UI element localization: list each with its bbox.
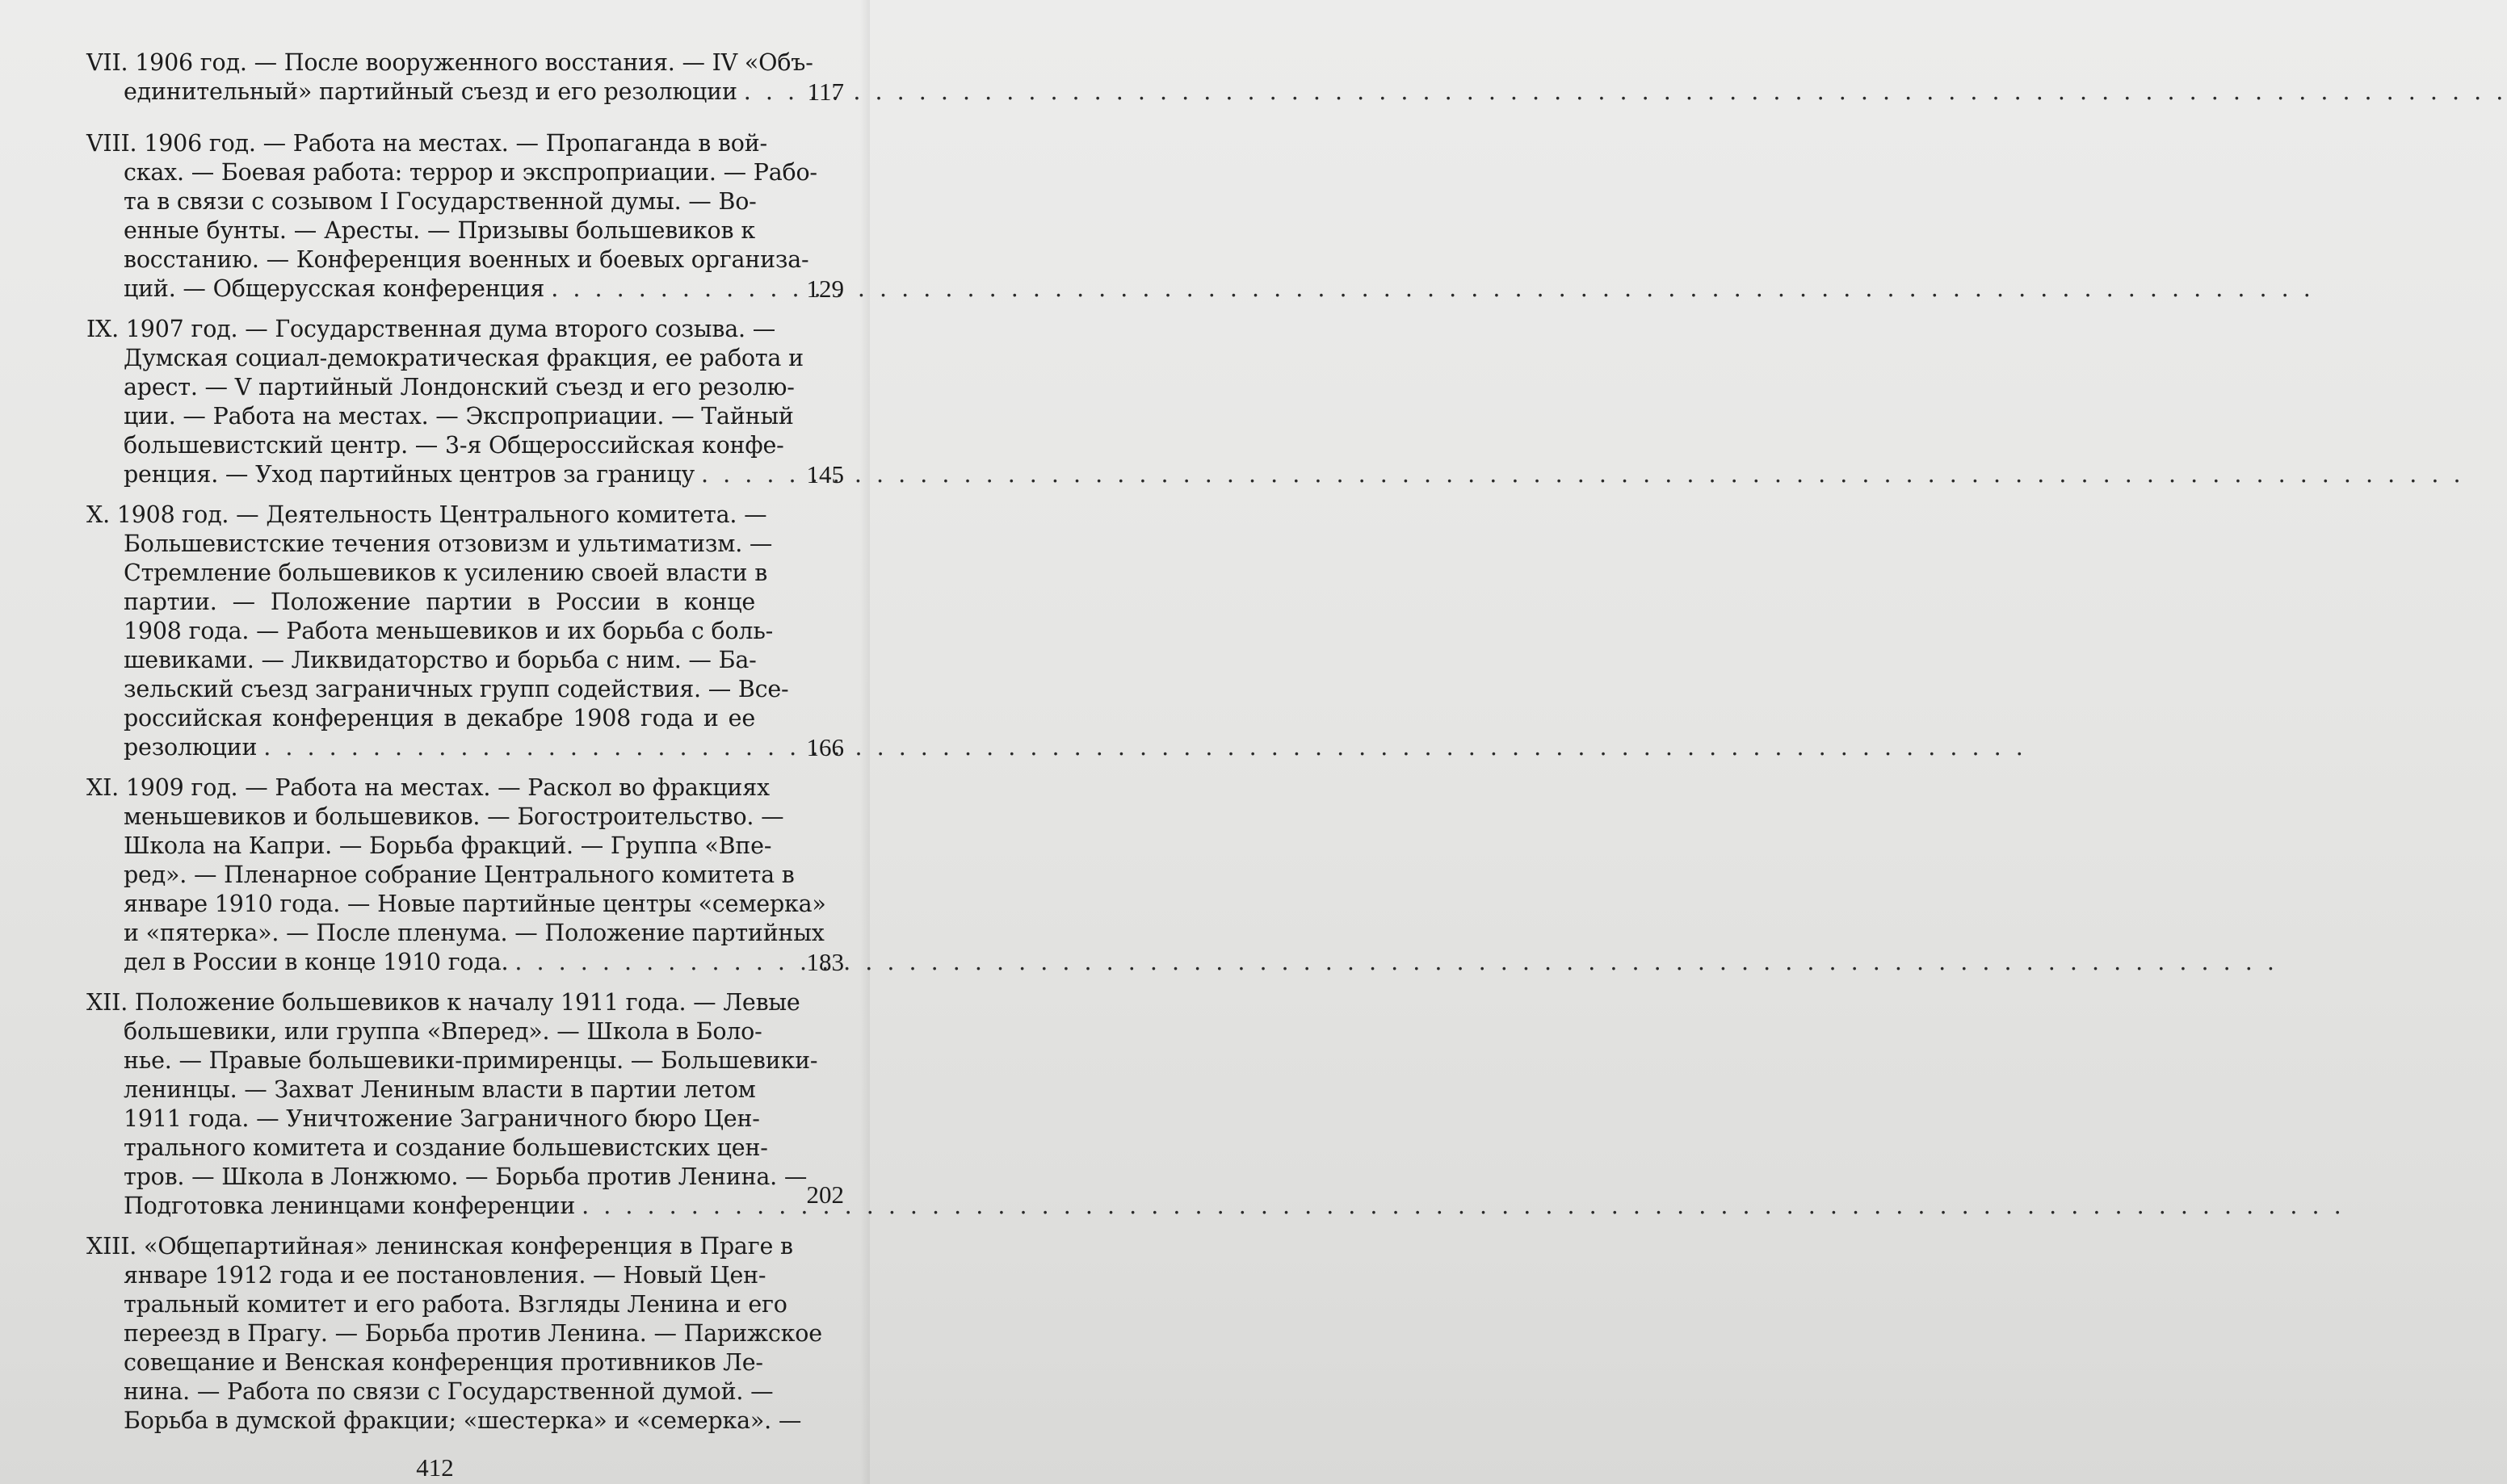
- toc-entry-viii-line-1: VIII. 1906 год. — Работа на местах. — Пропаганда в вой-: [86, 130, 767, 157]
- toc-entry-vii-line-2: [124, 78, 794, 107]
- toc-entry-viii-page: 129: [806, 275, 844, 303]
- toc-entry-text: ций. — Общерусская конференция: [124, 275, 545, 302]
- toc-entry-xi-line-2: меньшевиков и большевиков. — Богостроительство. —: [124, 803, 784, 830]
- toc-entry-xii-page: 202: [806, 1180, 844, 1209]
- toc-entry-xii-line-4: ленинцы. — Захват Лениным власти в партии летом: [124, 1076, 756, 1103]
- toc-entry-xii-line-8: [124, 1192, 794, 1221]
- toc-entry-x-line-4: партии. — Положение партии в России в конце: [124, 589, 755, 615]
- toc-entry-viii-line-5: восстанию. — Конференция военных и боевых организа-: [124, 246, 809, 273]
- toc-entry-xii-line-1: XII. Положение большевиков к началу 1911 года. — Левые: [86, 989, 800, 1016]
- toc-entry-xii-line-2: большевики, или группа «Вперед». — Школа в Боло-: [124, 1018, 762, 1045]
- toc-entry-viii-line-6: [124, 275, 794, 304]
- toc-entry-text: ренция. — Уход партийных центров за границу: [124, 461, 695, 488]
- toc-entry-ix-line-6: [124, 460, 794, 489]
- toc-entry-ix-page: 145: [806, 460, 844, 488]
- toc-entry-xiii-line-4: переезд в Прагу. — Борьба против Ленина. — Парижское: [124, 1320, 822, 1347]
- toc-entry-text: Подготовка ленинцами конференции: [124, 1193, 576, 1219]
- toc-entry-x-line-5: 1908 года. — Работа меньшевиков и их борьба с боль-: [124, 618, 774, 644]
- dot-leader: [701, 460, 2464, 489]
- toc-entry-xiii-line-7: Борьба в думской фракции; «шестерка» и «семерка». —: [124, 1407, 802, 1434]
- toc-entry-xii-line-3: нье. — Правые большевики-примиренцы. — Большевики-: [124, 1047, 818, 1074]
- toc-entry-xi-page: 183: [806, 948, 844, 976]
- toc-entry-xi-line-1: XI. 1909 год. — Работа на местах. — Раскол во фракциях: [86, 774, 770, 801]
- toc-entry-text: резолюции: [124, 734, 258, 761]
- toc-entry-x-line-2: Большевистские течения отзовизм и ультиматизм. —: [124, 530, 773, 557]
- toc-entry-viii-line-3: та в связи с созывом I Государственной думы. — Во-: [124, 188, 757, 215]
- toc-entry-xi-line-3: Школа на Капри. — Борьба фракций. — Группа «Впе-: [124, 832, 772, 859]
- toc-entry-viii-line-2: сках. — Боевая работа: террор и экспроприации. — Рабо-: [124, 159, 817, 186]
- toc-entry-xiii-line-2: январе 1912 года и ее постановления. — Новый Цен-: [124, 1262, 766, 1289]
- toc-entry-x-line-8: российская конференция в декабре 1908 года и ее: [124, 705, 755, 732]
- toc-entry-text: дел в России в конце 1910 года.: [124, 949, 509, 975]
- toc-entry-xi-line-6: и «пятерка». — После пленума. — Положение партийных: [124, 920, 825, 946]
- toc-entry-text: единительный» партийный съезд и его резолюции: [124, 78, 737, 105]
- toc-entry-x-line-9: [124, 733, 794, 762]
- toc-entry-xi-line-7: [124, 948, 794, 977]
- toc-entry-ix-line-2: Думская социал-демократическая фракция, ее работа и: [124, 345, 804, 371]
- toc-entry-ix-line-3: арест. — V партийный Лондонский съезд и его резолю-: [124, 374, 795, 400]
- toc-entry-x-line-3: Стремление большевиков к усилению своей власти в: [124, 560, 768, 586]
- toc-entry-ix-line-1: IX. 1907 год. — Государственная дума второго созыва. —: [86, 316, 776, 342]
- dot-leader: [514, 948, 2278, 977]
- toc-entry-xiii-line-3: тральный комитет и его работа. Взгляды Ленина и его: [124, 1291, 787, 1318]
- dot-leader: [582, 1192, 2345, 1221]
- page-number: 412: [416, 1453, 454, 1482]
- toc-entry-xii-line-7: тров. — Школа в Лонжюмо. — Борьба против Ленина. —: [124, 1163, 808, 1190]
- toc-entry-xii-line-5: 1911 года. — Уничтожение Заграничного бюро Цен-: [124, 1105, 760, 1132]
- toc-entry-viii-line-4: енные бунты. — Аресты. — Призывы большевиков к: [124, 217, 755, 244]
- toc-entry-x-line-1: X. 1908 год. — Деятельность Центрального комитета. —: [86, 501, 767, 528]
- dot-leader: [744, 78, 2507, 107]
- toc-entry-ix-line-4: ции. — Работа на местах. — Экспроприации. — Тайный: [124, 403, 794, 430]
- table-of-contents: [0, 0, 870, 1484]
- dot-leader: [263, 733, 2026, 762]
- toc-entry-x-page: 166: [806, 733, 844, 761]
- toc-entry-xii-line-6: трального комитета и создание большевистских цен-: [124, 1134, 768, 1161]
- toc-entry-xiii-line-6: нина. — Работа по связи с Государственной думой. —: [124, 1378, 774, 1405]
- toc-entry-ix-line-5: большевистский центр. — 3-я Общероссийская конфе-: [124, 432, 784, 459]
- toc-entry-xi-line-4: ред». — Пленарное собрание Центрального комитета в: [124, 861, 795, 888]
- toc-entry-xiii-line-1: XIII. «Общепартийная» ленинская конференция в Праге в: [86, 1233, 793, 1260]
- toc-entry-xiii-line-5: совещание и Венская конференция противников Ле-: [124, 1349, 763, 1376]
- toc-entry-x-line-7: зельский съезд заграничных групп содействия. — Все-: [124, 676, 789, 702]
- toc-entry-xi-line-5: январе 1910 года. — Новые партийные центры «семерка»: [124, 891, 826, 917]
- toc-entry-vii-page: 117: [807, 78, 844, 106]
- toc-entry-x-line-6: шевиками. — Ликвидаторство и борьба с ним. — Ба-: [124, 647, 757, 673]
- toc-entry-vii-line-1: VII. 1906 год. — После вооруженного восстания. — IV «Объ-: [86, 49, 813, 76]
